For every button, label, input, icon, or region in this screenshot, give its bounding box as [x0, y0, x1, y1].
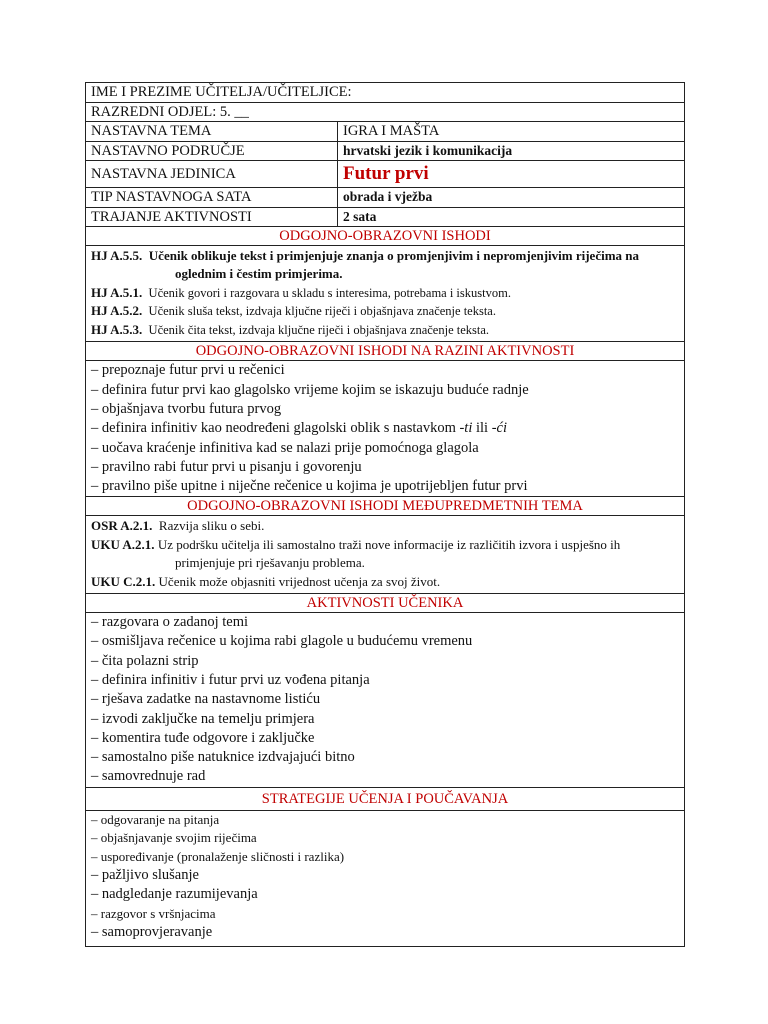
activity-outcomes-header-row [86, 342, 685, 361]
list-item: – samovrednuje rad [91, 768, 206, 785]
list-item: – odgovaranje na pitanja [91, 811, 220, 827]
strategies-title: STRATEGIJE UČENJA I POUČAVANJA [86, 787, 685, 810]
list-item: – komentira tuđe odgovore i zaključke [91, 729, 315, 746]
duration-value: 2 sata [338, 207, 685, 227]
list-item: – pravilno rabi futur prvi u pisanju i govorenju [91, 458, 362, 475]
outcomes-cell [86, 246, 685, 342]
area-value: hrvatski jezik i komunikacija [338, 141, 685, 161]
student-activities-cell [86, 613, 685, 788]
list-item: – izvodi zaključke na temelju primjera [91, 710, 315, 727]
list-item: – objašnjava tvorbu futura prvog [91, 400, 282, 417]
activity-outcomes-title: ODGOJNO-OBRAZOVNI ISHODI NA RAZINI AKTIVNOSTI [86, 342, 685, 361]
outcomes-row [86, 246, 685, 342]
activity-outcomes-row [86, 361, 685, 497]
list-item: – osmišljava rečenice u kojima rabi glagole u budućemu vremenu [91, 633, 473, 650]
student-activities-title: AKTIVNOSTI UČENIKA [86, 594, 685, 613]
list-item: – objašnjavanje svojim riječima [91, 830, 257, 846]
cross-outcome-item: OSR A.2.1. Razvija sliku o sebi. [91, 518, 265, 534]
teacher-row [86, 83, 685, 103]
cross-outcome-item: UKU A.2.1. Uz podršku učitelja ili samostalno traži nove informacije iz različitih izvora i uspješno ih primjenjuje pri rješavanju problema. [91, 536, 621, 571]
list-item: – definira infinitiv i futur prvi uz vođena pitanja [91, 671, 370, 688]
cross-outcomes-title: ODGOJNO-OBRAZOVNI ISHODI MEĐUPREDMETNIH TEMA [86, 497, 685, 516]
list-item: – čita polazni strip [91, 652, 199, 669]
list-item: – definira futur prvi kao glagolsko vrijeme kojim se iskazuju buduće radnje [91, 381, 529, 398]
student-activities-row [86, 613, 685, 788]
lesson-type-value: obrada i vježba [338, 188, 685, 208]
topic-row [86, 122, 685, 142]
unit-value: Futur prvi [338, 161, 685, 188]
duration-row [86, 207, 685, 227]
student-activities-header-row [86, 594, 685, 613]
lesson-type-row [86, 188, 685, 208]
outcome-item: HJ A.5.3. Učenik čita tekst, izdvaja ključne riječi i objašnjava značenje teksta. [91, 321, 490, 337]
list-item: – samoprovjeravanje [91, 923, 213, 940]
lesson-plan-table [85, 82, 685, 947]
list-item: – razgovara o zadanoj temi [91, 614, 249, 631]
unit-key: NASTAVNA JEDINICA [86, 161, 338, 188]
list-item: – uočava kraćenje infinitiva kad se nalazi prije pomoćnoga glagola [91, 439, 479, 456]
outcomes-title: ODGOJNO-OBRAZOVNI ISHODI [86, 227, 685, 246]
outcome-item: HJ A.5.2. Učenik sluša tekst, izdvaja ključne riječi i objašnjava značenje teksta. [91, 303, 496, 319]
area-key: NASTAVNO PODRUČJE [86, 141, 338, 161]
list-item: – pažljivo slušanje [91, 866, 199, 883]
strategies-cell [86, 810, 685, 947]
duration-key: TRAJANJE AKTIVNOSTI [86, 207, 338, 227]
list-item: – rješava zadatke na nastavnome listiću [91, 691, 321, 708]
list-item: – pravilno piše upitne i niječne rečenice u kojima je upotrijebljen futur prvi [91, 478, 528, 495]
list-item: – prepoznaje futur prvi u rečenici [91, 362, 285, 379]
list-item: – samostalno piše natuknice izdvajajući bitno [91, 749, 355, 766]
list-item: – nadgledanje razumijevanja [91, 886, 258, 903]
topic-key: NASTAVNA TEMA [86, 122, 338, 142]
list-item: – uspoređivanje (pronalaženje sličnosti i razlika) [91, 848, 345, 864]
cross-outcomes-row [86, 516, 685, 594]
list-item: – razgovor s vršnjacima [91, 905, 216, 921]
teacher-label: IME I PREZIME UČITELJA/UČITELJICE: [86, 83, 685, 103]
class-label: RAZREDNI ODJEL: 5. __ [86, 102, 685, 122]
outcome-item: HJ A.5.1. Učenik govori i razgovara u skladu s interesima, potrebama i iskustvom. [91, 284, 511, 300]
outcomes-header-row [86, 227, 685, 246]
strategies-row [86, 810, 685, 947]
lesson-type-key: TIP NASTAVNOGA SATA [86, 188, 338, 208]
class-row [86, 102, 685, 122]
outcome-main: HJ A.5.5. Učenik oblikuje tekst i primjenjuje znanja o promjenjivim i nepromjenjivim riječima na oglednim i čestim primjerima. [91, 248, 640, 282]
list-item-infinitive: – definira infinitiv kao neodređeni glagolski oblik s nastavkom -ti ili -ći [91, 420, 507, 437]
unit-row [86, 161, 685, 188]
strategies-header-row [86, 787, 685, 810]
cross-outcomes-header-row [86, 497, 685, 516]
topic-value: IGRA I MAŠTA [338, 122, 685, 142]
cross-outcome-item: UKU C.2.1. Učenik može objasniti vrijednost učenja za svoj život. [91, 573, 441, 589]
area-row [86, 141, 685, 161]
cross-outcomes-cell [86, 516, 685, 594]
activity-outcomes-cell [86, 361, 685, 497]
